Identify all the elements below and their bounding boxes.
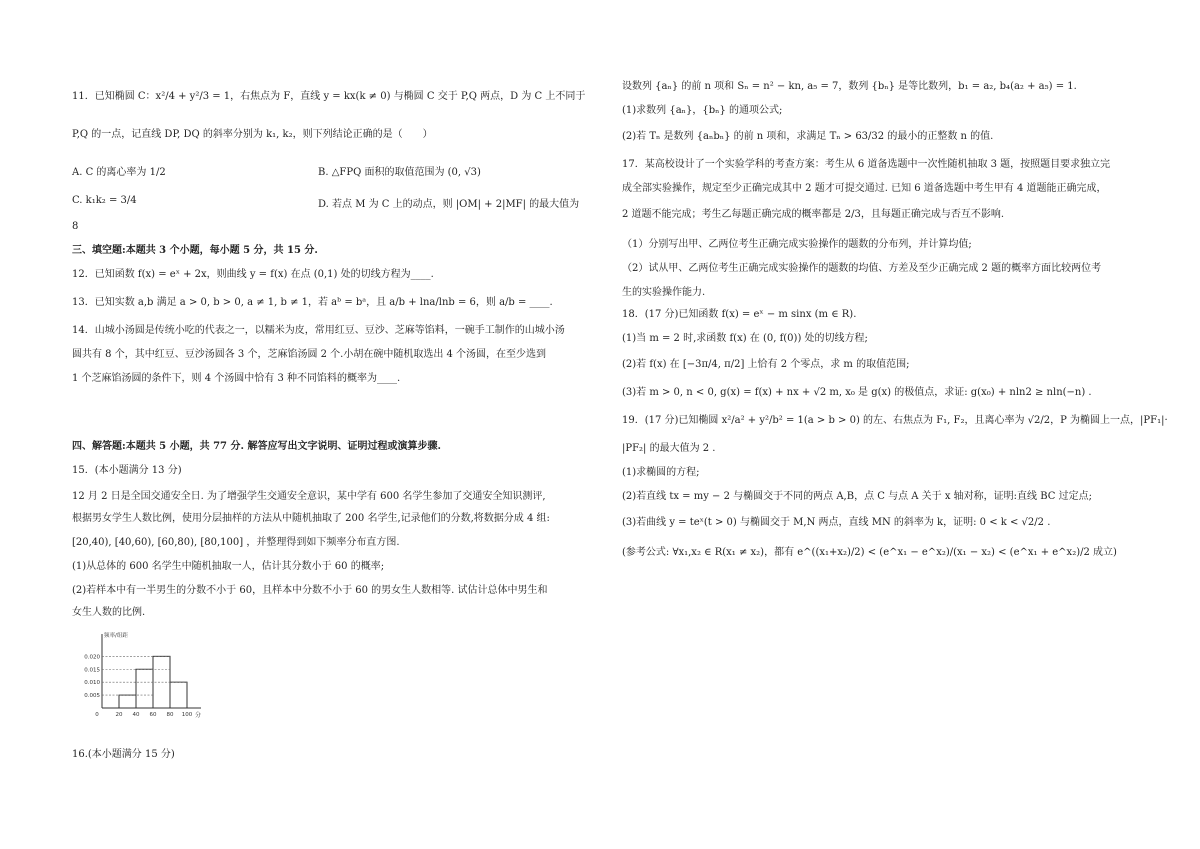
q15-line6: 女生人数的比例.: [72, 607, 146, 618]
x-tick-label: 60: [149, 712, 157, 718]
q17-line5: （2）试从甲、乙两位考生正确完成实验操作的题数的均值、方差及至少正确完成 2 题的概率方面比较两位考: [622, 263, 1102, 274]
q11-line2: P,Q 的一点，记直线 DP, DQ 的斜率分别为 k₁, k₂，则下列结论正确的是（ ）: [72, 129, 433, 140]
q16-line2: (1)求数列 {aₙ}，{bₙ} 的通项公式;: [622, 105, 783, 116]
q14-line3: 1 个芝麻馅汤圆的条件下，则 4 个汤圆中恰有 3 种不同馅料的概率为____.: [72, 373, 401, 384]
q17-line6: 生的实验操作能力.: [622, 287, 706, 298]
q11-option-a: A. C 的离心率为 1/2: [72, 167, 166, 178]
section4-heading: 四、解答题:本题共 5 小题，共 77 分. 解答应写出文字说明、证明过程或演算步骤.: [72, 441, 441, 452]
q18-line2: (1)当 m = 2 时,求函数 f(x) 在 (0, f(0)) 处的切线方程;: [622, 333, 868, 344]
q19-line2: |PF₂| 的最大值为 2 .: [622, 443, 716, 454]
q18-line3: (2)若 f(x) 在 [−3π/4, π/2] 上恰有 2 个零点，求 m 的取值范围;: [622, 359, 910, 370]
y-axis-label: 频率/组距: [104, 633, 128, 639]
y-tick-label: 0.015: [84, 667, 100, 674]
q11-option-b: B. △FPQ 面积的取值范围为 (0, √3): [318, 167, 481, 178]
histogram-bar: [119, 695, 136, 708]
q15-line5: (2)若样本中有一半男生的分数不小于 60，且样本中分数不小于 60 的男女生人数相等. 试估计总体中男生和: [72, 585, 548, 596]
q16-line1: 设数列 {aₙ} 的前 n 项和 Sₙ = n² − kn, a₅ = 7，数列 {bₙ} 是等比数列，b₁ = a₂, b₄(a₂ + a₅) = 1.: [622, 81, 1077, 92]
histogram-bar: [136, 669, 153, 708]
x-tick-label: 100: [181, 712, 193, 718]
q11-option-d: D. 若点 M 为 C 上的动点，则 |OM| + 2|MF| 的最大值为: [318, 199, 580, 210]
x-axis-label: 分: [195, 712, 202, 719]
q19-line1: 19．(17 分)已知椭圆 x²/a² + y²/b² = 1(a > b > 0) 的左、右焦点为 F₁, F₂，且离心率为 √2/2，P 为椭圆上一点，|PF₁|·: [622, 415, 1168, 426]
x-tick-label: 20: [115, 712, 123, 718]
y-tick-label: 0.010: [84, 680, 100, 687]
q17-line1: 17．某高校设计了一个实验学科的考查方案：考生从 6 道备选题中一次性随机抽取 3 题，按照题目要求独立完: [622, 159, 1111, 170]
q15-line4: (1)从总体的 600 名学生中随机抽取一人，估计其分数小于 60 的概率;: [72, 561, 385, 572]
frequency-histogram: [72, 628, 212, 720]
y-tick-label: 0.005: [84, 693, 100, 700]
q17-line3: 2 道题不能完成；考生乙每题正确完成的概率都是 2/3，且每题正确完成与否互不影响.: [622, 209, 1004, 220]
q15-line1: 12 月 2 日是全国交通安全日. 为了增强学生交通安全意识，某中学有 600 名学生参加了交通安全知识测评,: [72, 491, 546, 502]
q14-line1: 14．山城小汤圆是传统小吃的代表之一，以糯米为皮，常用红豆、豆沙、芝麻等馅料，一碗手工制作的山城小汤: [72, 325, 565, 336]
q19-line4: (2)若直线 tx = my − 2 与椭圆交于不同的两点 A,B，点 C 与点 A 关于 x 轴对称，证明:直线 BC 过定点;: [622, 491, 1092, 502]
q17-line2: 成全部实验操作，规定至少正确完成其中 2 题才可提交通过. 已知 6 道备选题中考生甲有 4 道题能正确完成，: [622, 183, 1107, 194]
q12-text: 12．已知函数 f(x) = eˣ + 2x，则曲线 y = f(x) 在点 (0,1) 处的切线方程为____.: [72, 269, 434, 280]
q11-option-c: C. k₁k₂ = 3/4: [72, 195, 137, 206]
q14-line2: 圆共有 8 个，其中红豆、豆沙汤圆各 3 个，芝麻馅汤圆 2 个.小胡在碗中随机取选出 4 个汤圆，在至少选到: [72, 349, 547, 360]
q13-text: 13．已知实数 a,b 满足 a > 0, b > 0, a ≠ 1, b ≠ 1，若 aᵇ = bᵃ，且 a/b + lna/lnb = 6，则 a/b = ____.: [72, 297, 553, 308]
q17-line4: （1）分别写出甲、乙两位考生正确完成实验操作的题数的分布列，并计算均值;: [622, 239, 972, 250]
x-tick-label: 80: [166, 712, 174, 718]
histogram-bar: [170, 682, 187, 708]
q11-line1: 11．已知椭圆 C：x²/4 + y²/3 = 1，右焦点为 F，直线 y = kx(k ≠ 0) 与椭圆 C 交于 P,Q 两点，D 为 C 上不同于: [72, 91, 586, 102]
x-tick-label: 40: [132, 712, 140, 718]
q15-line2: 根据男女学生人数比例，使用分层抽样的方法从中随机抽取了 200 名学生,记录他们的分数,将数据分成 4 组:: [72, 513, 550, 524]
section3-heading: 三、填空题:本题共 3 个小题，每小题 5 分，共 15 分.: [72, 245, 318, 256]
q18-line4: (3)若 m > 0, n < 0, g(x) = f(x) + nx + √2 m, x₀ 是 g(x) 的极值点，求证: g(x₀) + nln2 ≥ nln(−n) .: [622, 387, 1092, 398]
q18-line1: 18．(17 分)已知函数 f(x) = eˣ − m sinx (m ∈ R).: [622, 309, 857, 320]
q19-line5: (3)若曲线 y = teˣ(t > 0) 与椭圆交于 M,N 两点，直线 MN 的斜率为 k，证明: 0 < k < √2/2 .: [622, 517, 1051, 528]
q15-head: 15．(本小题满分 13 分): [72, 465, 182, 476]
q16-head: 16.(本小题满分 15 分): [72, 749, 175, 760]
q11-option-d-value: 8: [72, 221, 79, 232]
q19-line6: (参考公式: ∀x₁,x₂ ∈ R(x₁ ≠ x₂)，都有 e^((x₁+x₂)/2) < (e^x₁ − e^x₂)/(x₁ − x₂) < (e^x₁ + e^x₂)/2 成立): [622, 547, 1117, 558]
q16-line3: (2)若 Tₙ 是数列 {aₙbₙ} 的前 n 项和，求满足 Tₙ > 63/32 的最小的正整数 n 的值.: [622, 131, 994, 142]
q15-line3: [20,40), [40,60), [60,80), [80,100] ，并整理得到如下频率分布直方图.: [72, 537, 400, 548]
x-tick-label: 0: [95, 712, 99, 718]
y-tick-label: 0.020: [84, 654, 100, 661]
q19-line3: (1)求椭圆的方程;: [622, 467, 700, 478]
